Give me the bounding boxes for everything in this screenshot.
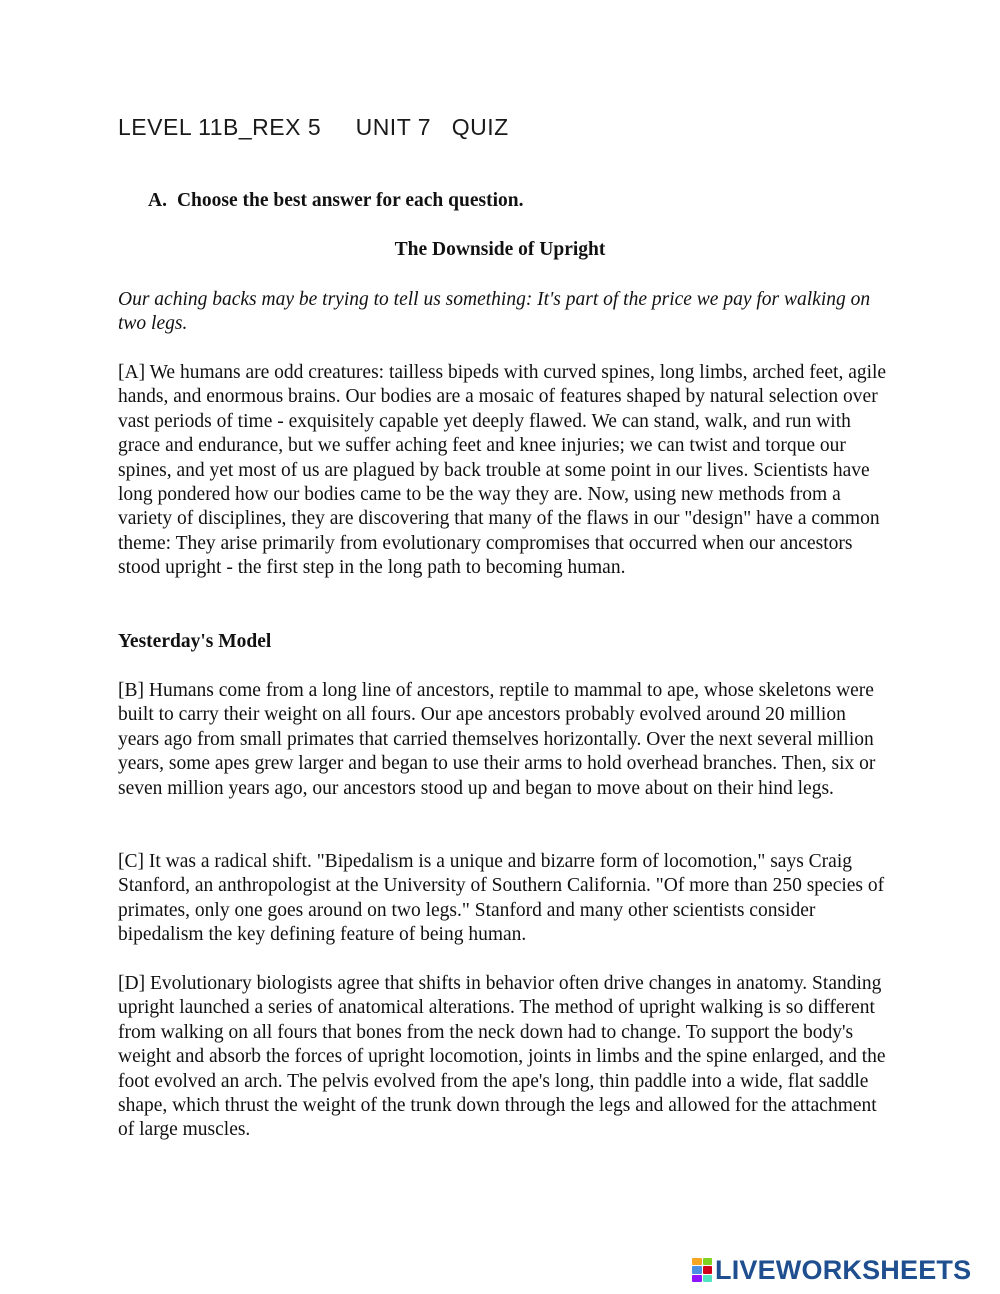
article-title: The Downside of Upright xyxy=(394,239,606,260)
paragraph-d: [D] Evolutionary biologists agree that shifts in behavior often drive changes in anatomy. Standing upright launched a series of anatomical alterations. The method of upright walking is so different from walking on all fours that bones from the neck down had to change. To support the body's weight and absorb the forces of upright locomotion, joints in limbs and the spine enlarged, and the foot evolved an arch. The pelvis evolved from the ape's long, thin paddle into a wide, flat saddle shape, which thrust the weight of the trunk down through the legs and allowed for the attachment of large muscles. xyxy=(118,973,886,1141)
paragraph-b: [B] Humans come from a long line of ancestors, reptile to mammal to ape, whose skeletons were built to carry their weight on all fours. Our ape ancestors probably evolved around 20 million years ago from small primates that carried themselves horizontally. Over the next several million years, some apes grew larger and began to use their arms to hold overhead branches. Then, six or seven million years ago, our ancestors stood up and began to move about on their hind legs. xyxy=(118,680,876,799)
logo-tile xyxy=(692,1275,702,1282)
logo-text: LIVEWORKSHEETS xyxy=(715,1254,972,1285)
article-subtitle: Our aching backs may be trying to tell us something: It's part of the price we pay for walking on two legs. xyxy=(118,289,871,335)
liveworksheets-logo xyxy=(692,1256,971,1284)
logo-tile xyxy=(692,1258,702,1265)
logo-tile xyxy=(692,1266,702,1273)
instruction-text: Choose the best answer for each question. xyxy=(176,190,524,211)
logo-tile xyxy=(703,1266,713,1273)
header-level: LEVEL 11B_REX 5 xyxy=(118,114,322,140)
liveworksheets-logo-icon xyxy=(692,1258,712,1282)
section-subheading: Yesterday's Model xyxy=(118,631,272,652)
logo-tile xyxy=(703,1275,713,1282)
instruction xyxy=(148,190,523,212)
quiz-header xyxy=(118,114,509,141)
paragraph-a: [A] We humans are odd creatures: tailless bipeds with curved spines, long limbs, arched feet, agile hands, and enormous brains. Our bodies are a mosaic of features shaped by natural selection over vast periods of time - exquisitely capable yet deeply flawed. We can stand, walk, and run with grace and endurance, but we suffer aching feet and knee injuries; we can twist and torque our spines, and yet most of us are plagued by back trouble at some point in our lives. Scientists have long pondered how our bodies came to be the way they are. Now, using new methods from a variety of disciplines, they are discovering that many of the flaws in our "design" have a common theme: They arise primarily from evolutionary compromises that occurred when our ancestors stood upright - the first step in the long path to becoming human. xyxy=(118,362,887,579)
paragraph-c: [C] It was a radical shift. "Bipedalism is a unique and bizarre form of locomotion," says Craig Stanford, an anthropologist at the University of Southern California. "Of more than 250 species of primates, only one goes around on two legs." Stanford and many other scientists consider bipedalism the key defining feature of being human. xyxy=(118,851,885,946)
logo-tile xyxy=(703,1258,713,1265)
header-quiz: QUIZ xyxy=(451,114,509,140)
header-unit: UNIT 7 xyxy=(355,114,432,140)
instruction-number: A. xyxy=(148,190,167,211)
